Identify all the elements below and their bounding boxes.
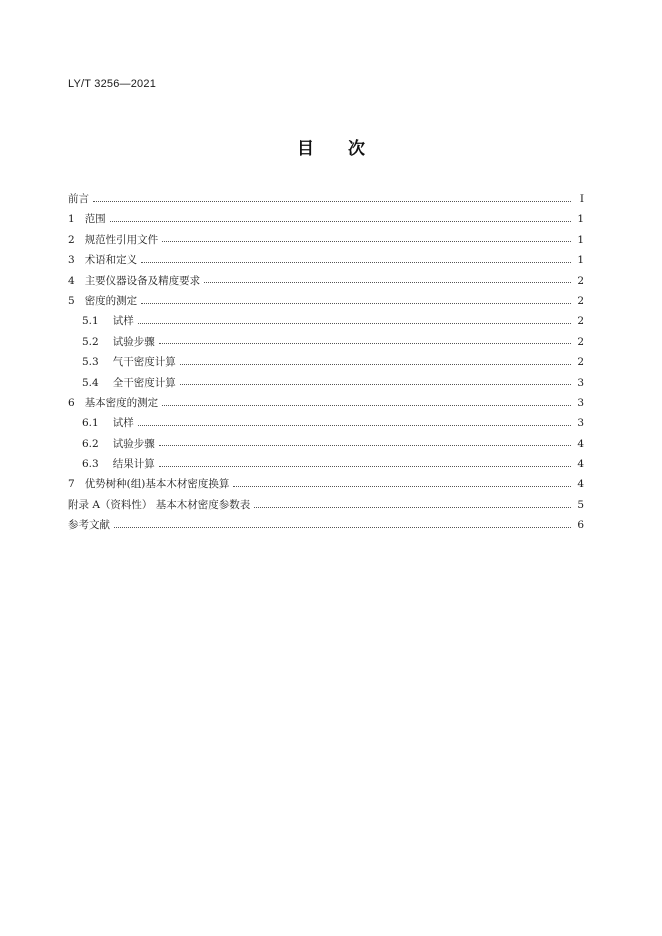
toc-entry-text: 术语和定义 bbox=[84, 254, 138, 267]
toc-entry-text: 优势树种(组)基本木材密度换算 bbox=[84, 478, 230, 491]
toc-entry-label bbox=[82, 352, 180, 372]
toc-entry-number: 5.2 bbox=[82, 335, 99, 348]
toc-entry-text: 参考文献 bbox=[68, 519, 110, 532]
toc-entry-text: 试样 bbox=[112, 315, 134, 328]
toc-entry-text: 试验步骤 bbox=[112, 335, 155, 348]
toc-entry-label bbox=[68, 474, 233, 494]
toc-entry-page-number: 2 bbox=[577, 335, 584, 348]
toc-entry[interactable] bbox=[68, 271, 584, 291]
toc-entry-label bbox=[82, 413, 138, 433]
table-of-contents bbox=[68, 189, 584, 536]
dot-leader bbox=[162, 240, 571, 242]
toc-entry-page-number: 3 bbox=[577, 376, 584, 389]
toc-entry-label bbox=[82, 434, 159, 454]
dot-leader bbox=[204, 281, 571, 283]
toc-entry-label bbox=[68, 250, 141, 270]
dot-leader bbox=[138, 322, 571, 324]
dot-leader bbox=[93, 200, 571, 202]
toc-entry-number: 5.4 bbox=[82, 376, 99, 389]
dot-leader bbox=[159, 465, 571, 467]
dot-leader bbox=[110, 220, 571, 222]
dot-leader bbox=[141, 302, 571, 304]
toc-entry[interactable] bbox=[68, 413, 584, 433]
toc-entry-label bbox=[68, 291, 141, 311]
toc-entry-label bbox=[68, 271, 204, 291]
toc-entry-page-number: 4 bbox=[577, 478, 584, 491]
document-code: LY/T 3256—2021 bbox=[68, 78, 157, 90]
toc-entry-text: 基本密度的测定 bbox=[84, 396, 159, 409]
dot-leader bbox=[141, 261, 571, 263]
toc-entry-page-number: 4 bbox=[577, 458, 584, 471]
toc-entry-page-number: 1 bbox=[577, 254, 584, 267]
toc-entry-number: 1 bbox=[68, 213, 75, 226]
toc-entry[interactable] bbox=[68, 209, 584, 229]
toc-entry-page-number: 1 bbox=[577, 213, 584, 226]
toc-entry-number: 6 bbox=[68, 396, 75, 409]
toc-entry[interactable] bbox=[68, 495, 584, 515]
dot-leader bbox=[114, 526, 571, 528]
dot-leader bbox=[162, 404, 571, 406]
toc-entry[interactable] bbox=[68, 189, 584, 209]
toc-entry-text: 密度的测定 bbox=[84, 294, 138, 307]
toc-entry-page-number: 2 bbox=[577, 274, 584, 287]
toc-entry-page-number: 6 bbox=[577, 519, 584, 532]
toc-entry-label bbox=[68, 515, 114, 535]
toc-entry-number: 6.3 bbox=[82, 458, 99, 471]
toc-entry-page-number: 4 bbox=[577, 437, 584, 450]
toc-entry-number: 3 bbox=[68, 254, 75, 267]
toc-entry-label bbox=[82, 454, 159, 474]
toc-entry-label bbox=[68, 209, 110, 229]
toc-entry-page-number: 1 bbox=[577, 233, 584, 246]
toc-entry-page-number: 2 bbox=[577, 315, 584, 328]
toc-entry[interactable] bbox=[68, 474, 584, 494]
dot-leader bbox=[180, 363, 571, 365]
dot-leader bbox=[159, 342, 571, 344]
toc-entry[interactable] bbox=[68, 515, 584, 535]
toc-entry-page-number: 3 bbox=[577, 417, 584, 430]
toc-entry-label bbox=[82, 332, 159, 352]
toc-entry-text: 试验步骤 bbox=[112, 437, 155, 450]
toc-entry[interactable] bbox=[68, 352, 584, 372]
toc-entry-number: 5.3 bbox=[82, 356, 99, 369]
toc-entry-page-number: 2 bbox=[577, 294, 584, 307]
toc-entry-number: 2 bbox=[68, 233, 75, 246]
toc-entry-text: 附录 A（资料性） 基本木材密度参数表 bbox=[68, 498, 251, 511]
toc-entry-label bbox=[68, 393, 162, 413]
toc-entry-page-number: Ⅰ bbox=[579, 193, 584, 205]
toc-entry-label bbox=[68, 230, 162, 250]
toc-entry-text: 前言 bbox=[68, 193, 89, 205]
toc-entry-text: 试样 bbox=[112, 417, 134, 430]
toc-entry-page-number: 5 bbox=[577, 498, 584, 511]
toc-entry-number: 6.1 bbox=[82, 417, 99, 430]
toc-entry-label bbox=[68, 495, 254, 515]
toc-entry-text: 气干密度计算 bbox=[112, 356, 176, 369]
toc-entry-text: 范围 bbox=[84, 213, 106, 226]
dot-leader bbox=[233, 485, 571, 487]
toc-entry-number: 6.2 bbox=[82, 437, 99, 450]
toc-entry[interactable] bbox=[68, 434, 584, 454]
page-title: 目次 bbox=[297, 139, 399, 159]
toc-entry-number: 7 bbox=[68, 478, 75, 491]
toc-entry[interactable] bbox=[68, 311, 584, 331]
toc-entry-text: 全干密度计算 bbox=[112, 376, 176, 389]
toc-entry-label bbox=[68, 189, 93, 209]
toc-entry[interactable] bbox=[68, 373, 584, 393]
dot-leader bbox=[180, 383, 571, 385]
toc-entry-number: 5 bbox=[68, 294, 75, 307]
toc-entry-page-number: 3 bbox=[577, 396, 584, 409]
toc-entry-label bbox=[82, 373, 180, 393]
dot-leader bbox=[159, 444, 571, 446]
toc-entry-text: 结果计算 bbox=[112, 458, 155, 471]
toc-entry-label bbox=[82, 311, 138, 331]
dot-leader bbox=[138, 424, 571, 426]
toc-entry[interactable] bbox=[68, 250, 584, 270]
dot-leader bbox=[254, 506, 571, 508]
toc-entry-text: 规范性引用文件 bbox=[84, 233, 159, 246]
toc-entry-text: 主要仪器设备及精度要求 bbox=[84, 274, 201, 287]
toc-entry-page-number: 2 bbox=[577, 356, 584, 369]
toc-entry-number: 5.1 bbox=[82, 315, 99, 328]
toc-entry[interactable] bbox=[68, 332, 584, 352]
toc-entry-number: 4 bbox=[68, 274, 75, 287]
toc-entry[interactable] bbox=[68, 393, 584, 413]
toc-entry[interactable] bbox=[68, 454, 584, 474]
toc-entry[interactable] bbox=[68, 230, 584, 250]
toc-entry[interactable] bbox=[68, 291, 584, 311]
